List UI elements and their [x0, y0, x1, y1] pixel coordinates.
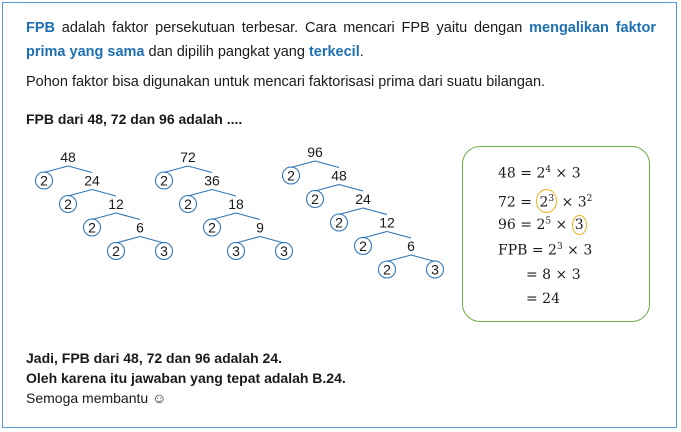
tree3-prime-0: 2: [287, 167, 295, 184]
highlight-circle-power: $2^3$: [536, 189, 557, 213]
tree3-prime-2: 2: [335, 214, 343, 231]
conclusion-line-1: Jadi, FPB dari 48, 72 dan 96 adalah 24.: [26, 350, 283, 366]
conclusion-line-2: Oleh karena itu jawaban yang tepat adalah B.24.: [26, 370, 346, 386]
intro-text-2: dan dipilih pangkat yang: [144, 44, 309, 60]
tree1-node-0: 48: [60, 149, 76, 165]
math-row-72: $72 = 2^3 \times 3^2$: [498, 189, 592, 213]
tree1-node-3: 6: [136, 219, 144, 236]
highlight-method: mengalikan faktor prima yang sama: [26, 20, 656, 60]
math-row-48: $48 = 2^4 \times 3$: [498, 165, 581, 182]
tree3-node-3: 12: [379, 214, 395, 231]
tree2-prime-last: 3: [280, 243, 288, 259]
tree1-prime-2: 2: [88, 219, 96, 236]
tree2-node-2: 18: [228, 196, 244, 212]
tree3-prime-last: 3: [431, 261, 439, 278]
conclusion: [26, 348, 346, 408]
math-row-result: = 24: [526, 291, 560, 307]
tree1-node-1: 24: [84, 172, 100, 189]
tree1-prime-1: 2: [64, 196, 72, 212]
tree2-node-0: 72: [180, 149, 196, 165]
intro-text-3: .: [359, 44, 364, 60]
intro-paragraph-2: Pohon faktor bisa digunakan untuk mencari faktorisasi prima dari suatu bilangan.: [26, 74, 546, 90]
highlight-circle-three: 3: [572, 215, 587, 235]
math-row-product: = 8 × 3: [526, 267, 581, 283]
tree3-node-0: 96: [307, 144, 323, 160]
tree1-prime-last: 3: [160, 243, 168, 259]
term-fpb: FPB: [26, 20, 55, 36]
closing-line: Semoga membantu ☺: [26, 390, 167, 406]
tree2-node-3: 9: [256, 219, 264, 236]
highlight-smallest: terkecil: [308, 44, 360, 60]
tree3-node-2: 24: [355, 191, 371, 207]
tree3-prime-1: 2: [311, 191, 319, 207]
tree3-prime-4: 2: [383, 261, 391, 278]
question-text: FPB dari 48, 72 dan 96 adalah ....: [26, 111, 243, 127]
tree1-node-2: 12: [108, 196, 124, 212]
tree2-prime-0: 2: [160, 172, 168, 189]
tree3-node-1: 48: [331, 167, 347, 184]
tree3-node-4: 6: [407, 238, 415, 254]
tree1-prime-0: 2: [40, 172, 48, 189]
tree1-prime-3: 2: [112, 243, 120, 259]
tree3-prime-3: 2: [359, 238, 367, 254]
math-row-fpb: FPB = $2^3 \times 3$: [498, 242, 593, 259]
intro-text-1: adalah faktor persekutuan terbesar. Cara mencari FPB yaitu dengan: [55, 20, 530, 36]
tree2-prime-3: 3: [232, 243, 240, 259]
math-row-96: $96 = 2^5 \times 3$: [498, 215, 587, 235]
tree2-node-1: 36: [204, 172, 220, 189]
tree2-prime-2: 2: [208, 219, 216, 236]
tree2-prime-1: 2: [184, 196, 192, 212]
